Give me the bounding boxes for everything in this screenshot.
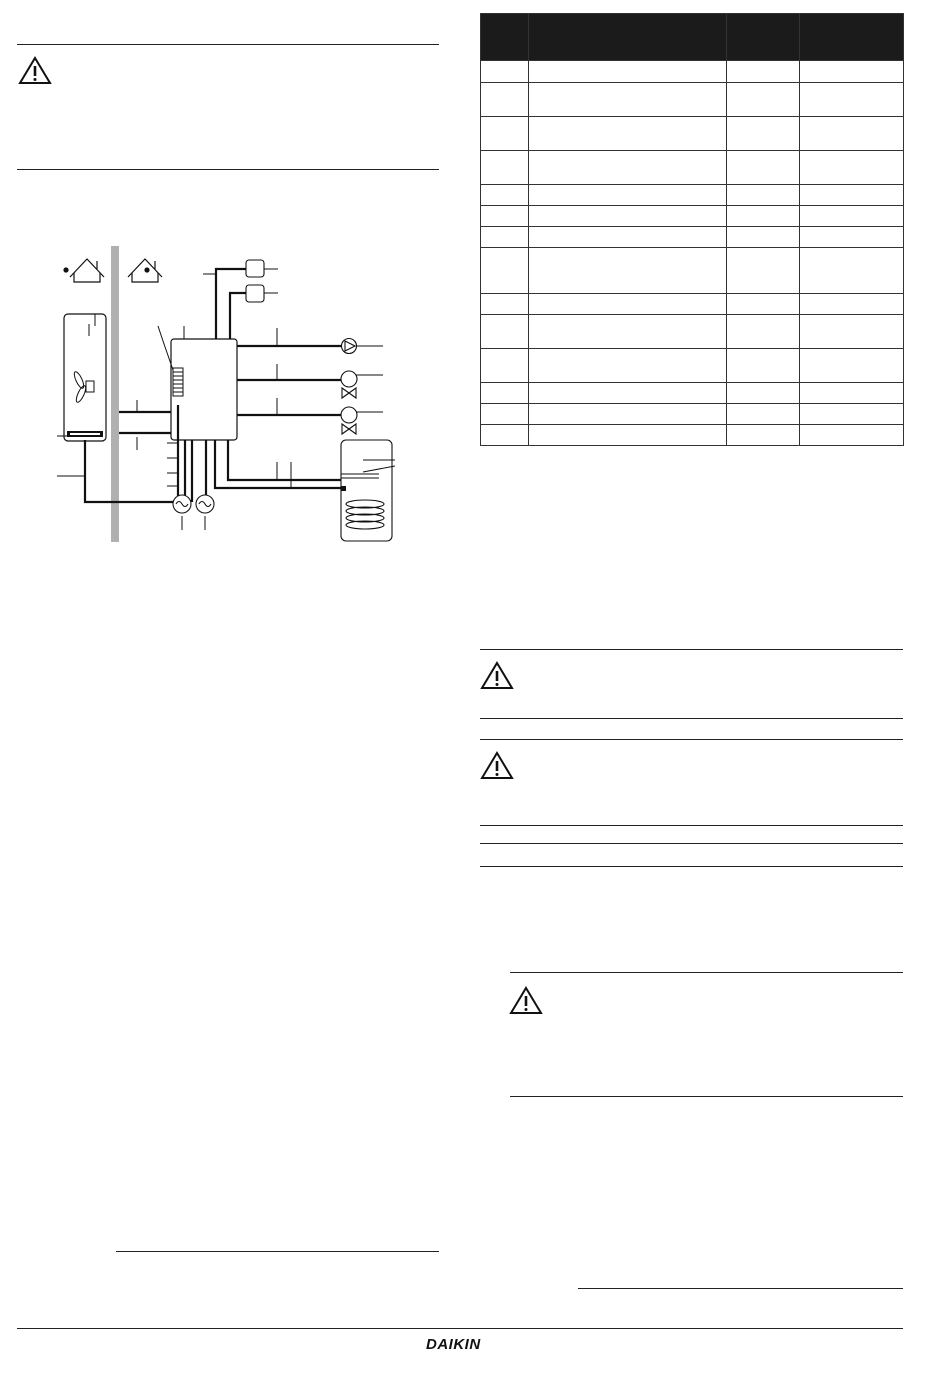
table-row [481,151,904,185]
left-top-rule [17,44,439,45]
right-warning-1-top-rule [480,649,903,650]
right-footnote-rule [578,1288,903,1289]
table-row [481,206,904,227]
footer-rule [17,1328,903,1329]
warning-triangle-icon [509,985,543,1015]
house-icon [70,259,104,282]
outdoor-unit [64,314,106,441]
valve-icon [341,407,357,434]
brand-logo: DAIKIN [426,1336,481,1353]
spec-table [480,13,904,446]
spec-col-header [529,14,727,61]
warning-triangle-icon [18,55,52,85]
spec-col-header [481,14,529,61]
valve-icon [341,371,357,398]
pump-icon [342,339,357,354]
hot-water-tank-icon [341,440,392,541]
house-outdoor-dot [63,267,68,272]
fan-icon [72,371,94,404]
right-warning-2-top-rule [480,739,903,740]
table-row [481,83,904,117]
user-interface-box [246,260,264,277]
table-row [481,425,904,446]
table-row [481,404,904,425]
table-row [481,248,904,294]
spec-col-header [800,14,904,61]
ac-power-icon [196,495,214,513]
indoor-control-box [171,339,237,440]
indoor-terminal-block [173,368,183,396]
right-rule [480,866,903,867]
table-row [481,294,904,315]
left-warning-end-rule [17,169,439,170]
left-footnote-rule [116,1251,439,1252]
table-row [481,349,904,383]
table-row [481,117,904,151]
spec-table-header [481,14,904,61]
house-indoor-dot [144,267,149,272]
right-warning-3-bottom-rule [510,1096,903,1097]
right-warning-2-bottom-rule [480,825,903,826]
wall [111,246,119,542]
table-row [481,61,904,83]
spec-col-header [727,14,800,61]
warning-triangle-icon [480,750,514,780]
warning-triangle-icon [480,660,514,690]
table-row [481,315,904,349]
right-rule [480,843,903,844]
table-row [481,227,904,248]
right-warning-1-bottom-rule [480,718,903,719]
room-thermostat-box [246,285,264,302]
table-row [481,185,904,206]
ac-power-icon [173,495,191,513]
wiring-diagram [45,240,405,550]
right-warning-3-top-rule [510,972,903,973]
table-row [481,383,904,404]
